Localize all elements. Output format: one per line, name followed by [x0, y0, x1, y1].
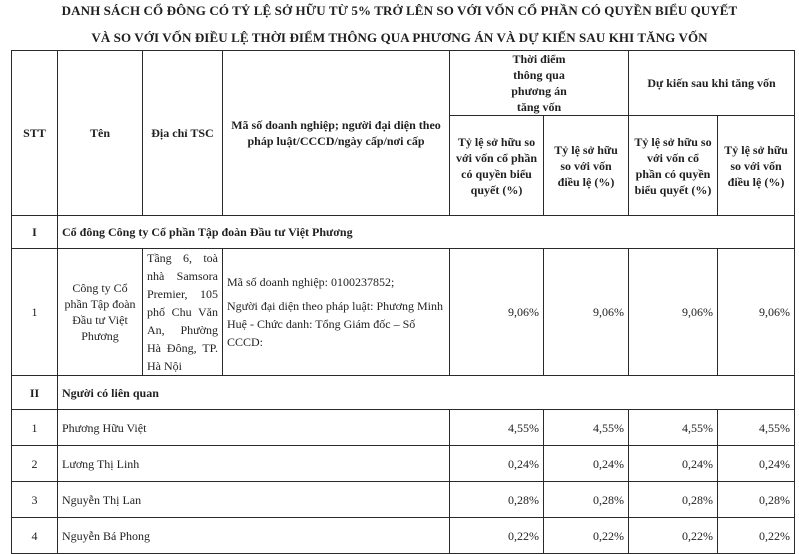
row-value: 0,28%: [450, 482, 544, 518]
row-value: 4,55%: [544, 410, 629, 446]
section-label: Người có liên quan: [58, 376, 795, 410]
row-name: Nguyễn Thị Lan: [58, 482, 450, 518]
row-name: Phương Hữu Việt: [58, 410, 450, 446]
row-stt: 3: [12, 482, 58, 518]
table-row: [12, 482, 795, 518]
header-address: Địa chỉ TSC: [143, 51, 223, 216]
shareholder-table: [11, 50, 795, 554]
row-value: 4,55%: [718, 410, 795, 446]
row-value: 0,22%: [450, 518, 544, 554]
row-address: Tầng 6, toà nhà Samsora Premier, 105 phố Chu Văn An, Phường Hà Đông, TP. Hà Nội: [143, 249, 223, 376]
row-value: 0,28%: [629, 482, 718, 518]
table-row: [12, 518, 795, 554]
table-row: [12, 410, 795, 446]
document-title-line1: DANH SÁCH CỔ ĐÔNG CÓ TỶ LỆ SỞ HỮU TỪ 5% TRỞ LÊN SO VỚI VỐN CỔ PHẦN CÓ QUYỀN BIỂU QUYẾT: [61, 3, 738, 18]
header-charter-ratio-after: Tỷ lệ sở hữu so với vốn điều lệ (%): [718, 116, 795, 216]
section-number: I: [12, 216, 58, 249]
header-voting-ratio-approval: Tỷ lệ sở hữu so với vốn cổ phần có quyền biểu quyết (%): [450, 116, 544, 216]
row-value: 0,24%: [629, 446, 718, 482]
row-value: 0,28%: [718, 482, 795, 518]
section-row-1: [12, 216, 795, 249]
header-voting-ratio-after: Tỷ lệ sở hữu so với vốn cổ phần có quyền biểu quyết (%): [629, 116, 718, 216]
header-business-id: Mã số doanh nghiệp; người đại diện theo pháp luật/CCCD/ngày cấp/nơi cấp: [223, 51, 450, 216]
row-value: 0,24%: [544, 446, 629, 482]
row-value: 0,28%: [544, 482, 629, 518]
header-group-approval: Thời điểm thông qua phương án tăng vốn: [450, 51, 629, 116]
row-value: 4,55%: [450, 410, 544, 446]
row-name: Lương Thị Linh: [58, 446, 450, 482]
row-name: Công ty Cổ phần Tập đoàn Đầu tư Việt Phương: [58, 249, 143, 376]
row-value: 0,22%: [544, 518, 629, 554]
header-row-1: [12, 51, 795, 116]
header-name: Tên: [58, 51, 143, 216]
row-value: 0,24%: [450, 446, 544, 482]
header-charter-ratio-approval: Tỷ lệ sở hữu so với vốn điều lệ (%): [544, 116, 629, 216]
row-value: 9,06%: [718, 249, 795, 376]
table-row: [12, 446, 795, 482]
header-group-after: Dự kiến sau khi tăng vốn: [629, 51, 795, 116]
business-id-text: Mã số doanh nghiệp: 0100237852;: [227, 275, 395, 289]
row-stt: 4: [12, 518, 58, 554]
row-value: 9,06%: [450, 249, 544, 376]
row-value: 9,06%: [629, 249, 718, 376]
shareholder-row: [12, 249, 795, 376]
section-label: Cổ đông Công ty Cổ phần Tập đoàn Đầu tư Việt Phương: [58, 216, 795, 249]
row-value: 9,06%: [544, 249, 629, 376]
row-value: 0,22%: [629, 518, 718, 554]
section-row-2: [12, 376, 795, 410]
row-name: Nguyễn Bá Phong: [58, 518, 450, 554]
row-stt: 2: [12, 446, 58, 482]
row-value: 0,24%: [718, 446, 795, 482]
section-number: II: [12, 376, 58, 410]
row-value: 0,22%: [718, 518, 795, 554]
row-stt: 1: [12, 410, 58, 446]
document-title-line2: VÀ SO VỚI VỐN ĐIỀU LỆ THỜI ĐIỂM THÔNG QUA PHƯƠNG ÁN VÀ DỰ KIẾN SAU KHI TĂNG VỐN: [91, 30, 708, 45]
representative-text: Người đại diện theo pháp luật: Phương Minh Huệ - Chức danh: Tổng Giám đốc – Số CCCD:: [227, 299, 444, 349]
row-business-info: [223, 249, 450, 376]
header-stt: STT: [12, 51, 58, 216]
row-stt: 1: [12, 249, 58, 376]
row-value: 4,55%: [629, 410, 718, 446]
